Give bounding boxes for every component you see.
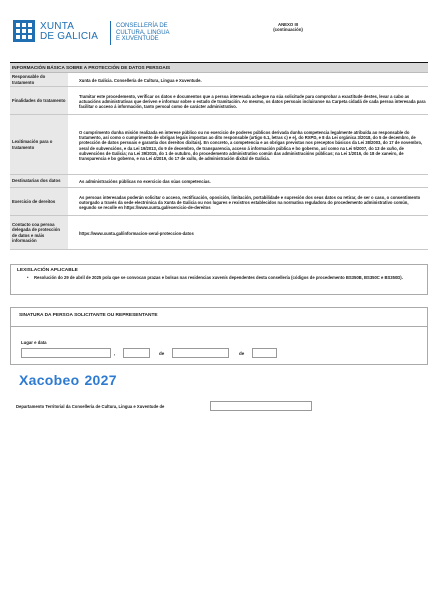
row-label: Contacto coa persoa delegada de protección de datos e máis información: [10, 216, 68, 249]
place-field[interactable]: [21, 348, 111, 358]
data-protection-table: [10, 62, 428, 250]
month-field[interactable]: [172, 348, 229, 358]
row-value: As persoas interesadas poderán solicitar o acceso, rectificación, oposición, limitación, portabilidade e supresión dos seus datos ou retirar, de ser o caso, o consentimento outorgado a través da sede electrónica da Xunta de Galicia ou nos lugares e rexistros establecidos na normativa reguladora do procedemento administrativo común, segundo se recolle en https://www.xunta.gal/exercicio-de-dereitos: [79, 194, 421, 211]
dept-line2: CULTURA, LINGUA: [116, 29, 170, 36]
row-label: Exercicio de dereitos: [10, 188, 68, 215]
row-value: Tramitar este procedemento, verificar os datos e documentos que a persoa interesada achegue na súa solicitude para comprobar a exactitude destes, levar a cabo as actuacións administrativas que deriven e informar sobre o estado de tramitación. Ao mesmo, os datos persoais incluiranse na Carpeta cidadá de cada persoa interesada para facilitar o acceso á información, tanto persoal como de carácter administrativo.: [79, 93, 426, 110]
row-value: Xunta de Galicia. Consellería de Cultura, Lingua e Xuventude.: [79, 77, 202, 83]
xacobeo-text: Xacobeo: [19, 372, 80, 388]
annex-title: ANEXO III: [277, 22, 299, 27]
row-label: Responsable do tratamento: [10, 73, 68, 86]
brand-line1: XUNTA: [40, 21, 75, 32]
day-field[interactable]: [123, 348, 150, 358]
brand-name: [40, 22, 110, 42]
row-label: Lexitimación para o tratamento: [10, 115, 68, 174]
row-value: As administracións públicas no exercicio das súas competencias.: [79, 179, 211, 185]
comma-separator: ,: [114, 351, 116, 356]
territorial-department-label: Departamento Territorial da Consellería de Cultura, Lingua e Xuventude de: [16, 404, 165, 409]
place-date-label: Lugar e data: [21, 340, 47, 345]
signature-section: [10, 307, 428, 365]
de-separator: de: [159, 351, 165, 356]
department-name: [116, 23, 216, 43]
table-row: [10, 188, 428, 216]
annex-heading: [253, 22, 323, 32]
header-divider: [110, 21, 111, 45]
table-row: [10, 175, 428, 188]
territorial-department-field[interactable]: [210, 401, 312, 411]
annex-subtitle: (continuación): [273, 27, 303, 32]
bullet-icon: •: [27, 275, 29, 280]
applicable-legislation: [10, 264, 428, 295]
xacobeo-logo: [19, 372, 117, 388]
signature-divider: [11, 326, 427, 327]
table-row: [10, 87, 428, 115]
legislation-text: Resolución do 29 de abril de 2025 pola que se convocan prazas e bolsas nas residencias xuvenís dependentes desta consellería (códigos de procedemento BS350B, BS350C e BS350D).: [34, 275, 403, 280]
row-label: Finalidades do tratamento: [10, 87, 68, 114]
signature-title: SINATURA DA PERSOA SOLICITANTE OU REPRESENTANTE: [19, 313, 158, 318]
year-field[interactable]: [252, 348, 277, 358]
table-title: INFORMACIÓN BÁSICA SOBRE A PROTECCIÓN DE DATOS PERSOAIS: [10, 63, 428, 73]
document-header: [13, 20, 428, 50]
legislation-title: LEXISLACIÓN APLICABLE: [17, 268, 78, 273]
row-value: https://www.xunta.gal/informacion-xeral-proteccion-datos: [79, 230, 194, 236]
de-separator: de: [239, 351, 245, 356]
xacobeo-year: 2027: [84, 372, 117, 388]
table-row: [10, 216, 428, 250]
xunta-logo-icon: [13, 20, 35, 42]
brand-line2: DE GALICIA: [40, 31, 99, 42]
table-row: [10, 115, 428, 175]
row-value: O cumprimento dunha misión realizada en interese público ou no exercicio de poderes públicos derivada dunha competencia legalmente atribuída ao responsable do tratamento, así como o cumprimento de obrigas legais impostas ao dito responsable (artigo 6.1, letras c) e e), do RXPD, e 8 da Lei orgánica 3/2018, do 5 de decembro, de protección de datos persoais e garantía dos dereitos dixitais). En concreto, a competencia e as obrigas previstas nos preceptos básicos da Lei 38/2003, do 17 de novembro, xeral de subvencións, e da Lei 19/2013, do 9 de decembro, de transparencia, acceso á información pública e bo goberno, así como na Lei 9/2007, do 13 de xuño, de subvencións de Galicia; na Lei 39/2015, do 1 de outubro, do procedemento administrativo común das administracións públicas; na Lei 1/2016, do 18 de xaneiro, de transparencia e bo goberno, e na Lei 4/2019, do 17 de xullo, de administración dixital de Galicia.: [79, 129, 423, 162]
table-row: [10, 73, 428, 87]
dept-line1: CONSELLERÍA DE: [116, 23, 168, 29]
list-item: [27, 275, 421, 281]
row-label: Destinatarias dos datos: [10, 175, 68, 187]
dept-line3: E XUVENTUDE: [116, 36, 159, 42]
